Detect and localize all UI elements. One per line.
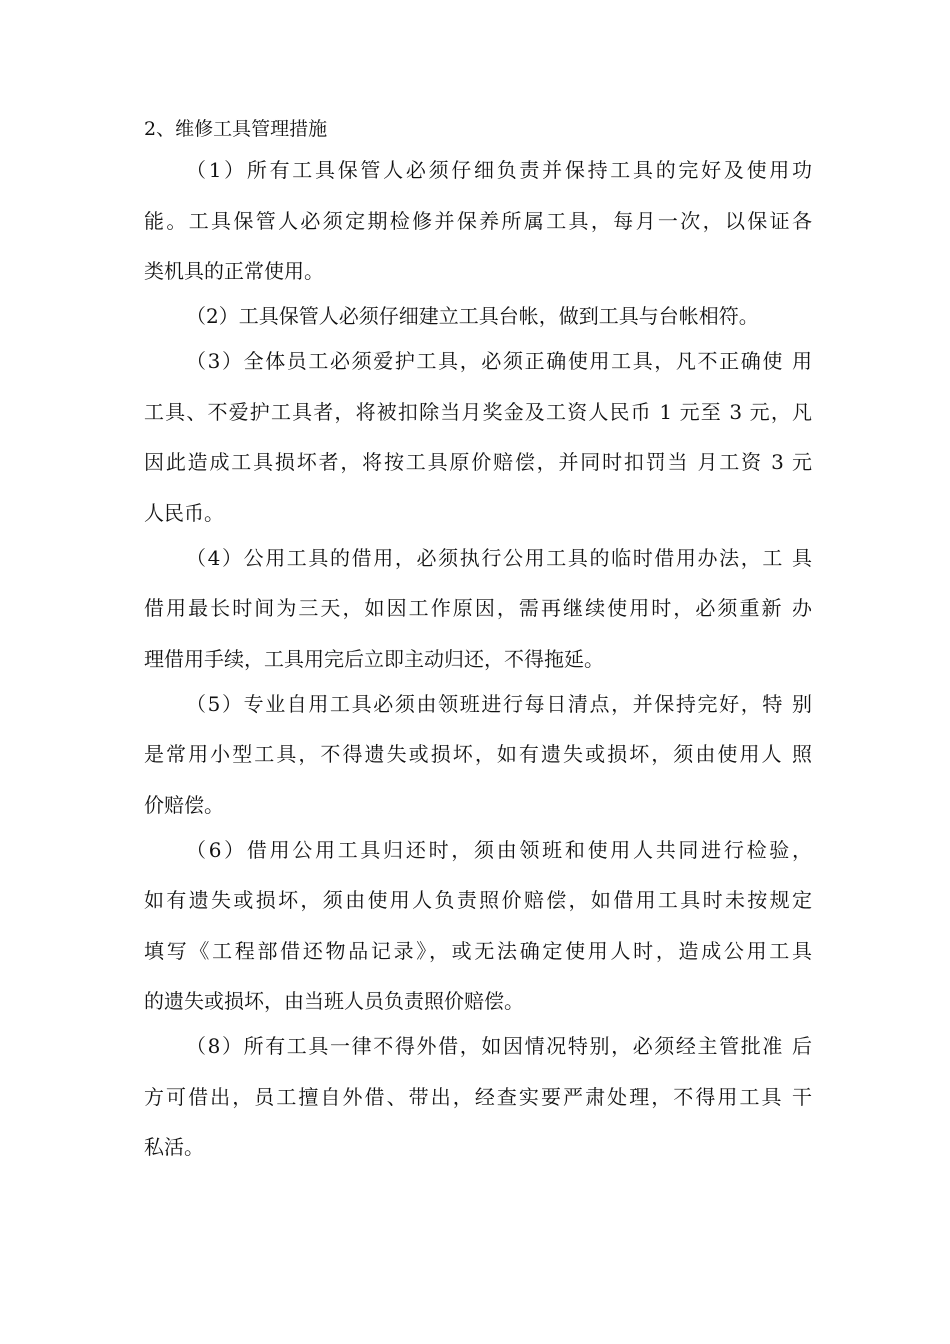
paragraph-line: （4）公用工具的借用，必须执行公用工具的临时借用办法，工 具 — [186, 545, 812, 570]
paragraph-line: 类机具的正常使用。 — [144, 259, 324, 283]
paragraph-line: （3）全体员工必须爱护工具，必须正确使用工具，凡不正确使 用 — [186, 349, 812, 373]
paragraph-line: 人民币。 — [144, 500, 224, 525]
paragraph — [144, 690, 812, 819]
paragraph-line: 方可借出，员工擅自外借、带出，经查实要严肃处理，不得用工具 干 — [144, 1084, 812, 1109]
paragraph-line: 是常用小型工具，不得遗失或损坏，如有遗失或损坏，须由使用人 照 — [144, 742, 812, 766]
paragraph-line: （5）专业自用工具必须由领班进行每日清点，并保持完好，特 别 — [186, 691, 812, 716]
paragraph-line: 的遗失或损坏，由当班人员负责照价赔偿。 — [144, 989, 524, 1013]
paragraph-line: 理借用手续，工具用完后立即主动归还，不得拖延。 — [144, 646, 604, 671]
paragraph-line: 借用最长时间为三天，如因工作原因，需再继续使用时，必须重新 办 — [144, 596, 812, 620]
paragraph-line: 私活。 — [144, 1135, 204, 1159]
paragraph-line: 因此造成工具损坏者，将按工具原价赔偿，并同时扣罚当 月工资 3 元 — [144, 450, 812, 474]
paragraph — [144, 544, 812, 673]
paragraph-line: （6）借用公用工具归还时，须由领班和使用人共同进行检验， — [186, 837, 812, 862]
section-heading: 2、维修工具管理措施 — [144, 118, 328, 140]
paragraph — [144, 347, 812, 527]
paragraph-line: 价赔偿。 — [144, 792, 224, 817]
paragraph-list — [144, 156, 812, 1161]
document-page — [144, 114, 812, 1178]
paragraph-line: 如有遗失或损坏，须由使用人负责照价赔偿，如借用工具时未按规定 — [144, 888, 812, 912]
paragraph-line: （8）所有工具一律不得外借，如因情况特别，必须经主管批准 后 — [186, 1034, 812, 1058]
paragraph — [144, 1032, 812, 1161]
paragraph-line: 能。工具保管人必须定期检修并保养所属工具，每月一次，以保证各 — [144, 208, 812, 233]
paragraph-line: （2）工具保管人必须仔细建立工具台帐，做到工具与台帐相符。 — [186, 304, 759, 328]
paragraph-line: 填写《工程部借还物品记录》，或无法确定使用人时，造成公用工具 — [144, 938, 812, 963]
paragraph — [144, 156, 812, 285]
paragraph-line: （1）所有工具保管人必须仔细负责并保持工具的完好及使用功 — [186, 158, 812, 182]
paragraph — [144, 302, 812, 330]
paragraph-line: 工具、不爱护工具者，将被扣除当月奖金及工资人民币 1 元至 3 元，凡 — [144, 399, 812, 424]
paragraph — [144, 836, 812, 1016]
